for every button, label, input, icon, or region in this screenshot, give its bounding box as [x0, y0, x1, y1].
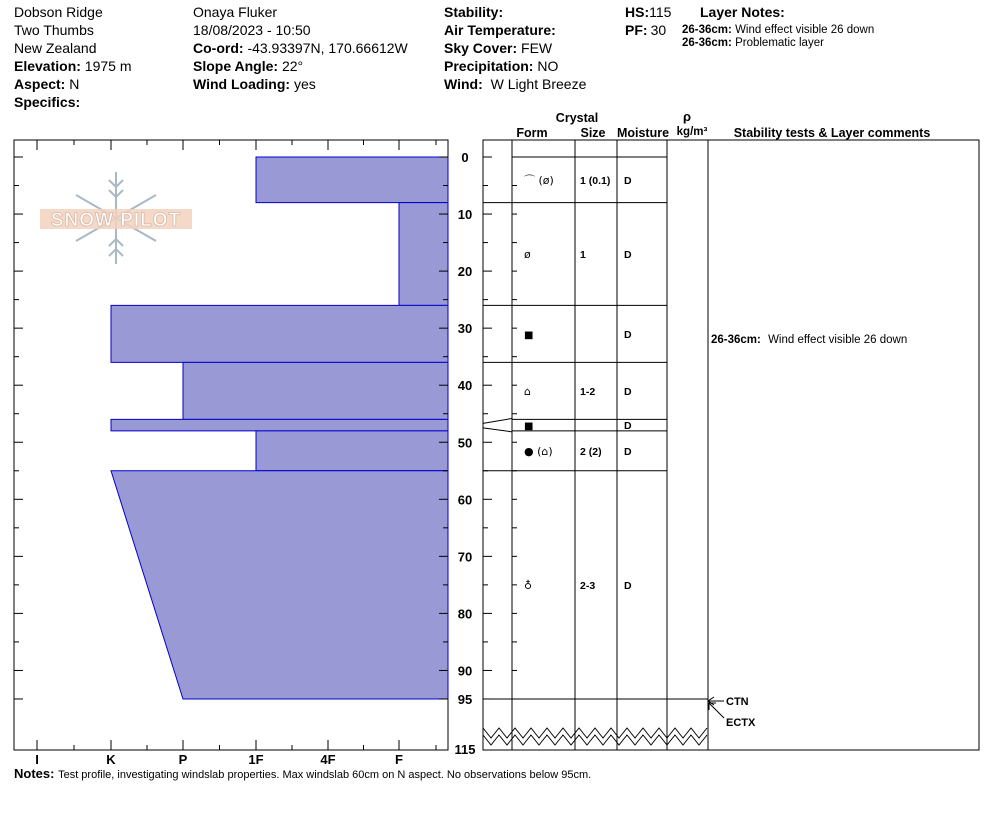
crystal-size: 1 — [580, 248, 586, 261]
location-line-1: Dobson Ridge — [14, 4, 103, 20]
pf-label: PF: — [625, 22, 648, 38]
layer-connector — [483, 428, 512, 432]
x-tick-label: I — [35, 752, 39, 767]
snowpilot-logo — [40, 172, 192, 264]
test-ctn-label: CTN — [726, 696, 749, 708]
moisture-value: D — [624, 174, 632, 187]
layer-comment-range: 26-36cm: — [711, 334, 761, 346]
aspect-value: N — [69, 76, 80, 92]
hardness-bars — [111, 157, 448, 699]
density-unit-header: kg/m³ — [676, 126, 708, 138]
depth-tick-label: 30 — [457, 321, 473, 337]
depth-tick-label: 70 — [457, 549, 473, 565]
crystal-header: Crystal — [555, 111, 599, 125]
surface-hoar-with-faceted-icon: ⌒ (ø) — [524, 173, 554, 187]
moisture-value: D — [624, 420, 632, 433]
stability-frame — [708, 140, 979, 750]
layer-table — [483, 140, 708, 750]
slope-label: Slope Angle: — [193, 58, 279, 74]
x-tick-label: F — [395, 752, 403, 767]
ice-crust-icon: ■ — [524, 421, 534, 433]
logo-text: SNOW PILOT — [50, 210, 182, 231]
depth-hoar-icon: ⌂ — [524, 384, 531, 398]
notes-text: Test profile, investigating windslab properties. Max windslab 60cm on N aspect. No observations below 95cm. — [58, 769, 592, 781]
form-header: Form — [516, 126, 548, 140]
moisture-value: D — [624, 328, 632, 341]
layer-connector — [483, 418, 512, 423]
air-temperature-label: Air Temperature: — [444, 22, 556, 38]
hardness-bar — [111, 419, 448, 430]
depth-tick-label: 50 — [457, 435, 473, 451]
layer-comment-text: Wind effect visible 26 down — [768, 334, 908, 346]
depth-tick-label: 0 — [461, 150, 469, 165]
ice-crust-icon: ■ — [524, 329, 534, 341]
wind-loading-label: Wind Loading: — [193, 76, 291, 92]
precipitation-label: Precipitation: — [444, 58, 534, 74]
notes-label: Notes: — [14, 766, 55, 781]
size-header: Size — [580, 126, 606, 140]
hardness-bar — [111, 471, 448, 699]
x-tick-label: P — [178, 752, 188, 767]
hardness-bar — [399, 203, 448, 306]
layer-note-text: Problematic layer — [735, 37, 824, 49]
precipitation-value: NO — [537, 58, 559, 74]
hardness-bar — [256, 431, 448, 471]
rho-header: ρ — [682, 109, 692, 124]
elevation-label: Elevation: — [14, 58, 81, 74]
layer-note-range: 26-36cm: — [682, 24, 732, 36]
melt-forms-icon: ♁ — [524, 578, 533, 592]
observation-datetime: 18/08/2023 - 10:50 — [193, 22, 311, 38]
aspect-label: Aspect: — [14, 76, 66, 92]
depth-tick-label: 40 — [457, 378, 473, 394]
crystal-size: 2 (2) — [580, 445, 602, 458]
depth-tick-label: 60 — [457, 492, 473, 508]
specifics-label: Specifics: — [14, 94, 81, 110]
observer-name: Onaya Fluker — [193, 4, 278, 20]
moisture-value: D — [624, 445, 632, 458]
sky-cover-value: FEW — [521, 40, 553, 56]
depth-tick-label: 95 — [457, 691, 473, 707]
stability-label: Stability: — [444, 4, 504, 20]
hardness-bar — [256, 157, 448, 203]
hardness-bar — [183, 362, 448, 419]
stability-tests-header: Stability tests & Layer comments — [733, 126, 931, 140]
depth-break-line — [483, 735, 707, 745]
depth-tick-label: 115 — [454, 742, 476, 757]
pf-value: 30 — [650, 22, 667, 38]
moisture-value: D — [624, 579, 632, 592]
hardness-bar — [111, 305, 448, 362]
rounded-with-depth-hoar-icon: ● (⌂) — [524, 444, 553, 458]
x-tick-label: 4F — [320, 752, 336, 767]
slope-value: 22° — [281, 58, 304, 74]
depth-tick-label: 90 — [457, 663, 473, 679]
elevation-value: 1975 m — [84, 58, 132, 74]
depth-tick-label: 20 — [457, 264, 473, 280]
layer-notes-title: Layer Notes: — [700, 4, 785, 20]
depth-tick-label: 80 — [457, 606, 473, 622]
crystal-size: 1 (0.1) — [580, 174, 611, 187]
moisture-header: Moisture — [616, 126, 670, 140]
layer-note-text: Wind effect visible 26 down — [735, 24, 875, 36]
crystal-size: 1-2 — [580, 385, 596, 398]
hs-value: 115 — [649, 4, 672, 20]
location-line-2: Two Thumbs — [14, 22, 94, 38]
moisture-value: D — [624, 248, 632, 261]
coord-label: Co-ord: — [193, 40, 244, 56]
crystal-size: 2-3 — [580, 579, 596, 592]
hs-label: HS: — [625, 4, 650, 20]
moisture-value: D — [624, 385, 632, 398]
decomposing-fragments-icon: ø — [524, 247, 531, 261]
wind-loading-value: yes — [293, 76, 316, 92]
x-tick-label: K — [106, 752, 116, 767]
test-ectx-arrow-icon — [709, 703, 724, 718]
sky-cover-label: Sky Cover: — [444, 40, 518, 56]
wind-label: Wind: — [444, 76, 483, 92]
depth-tick-label: 10 — [457, 207, 473, 223]
location-line-3: New Zealand — [14, 40, 97, 56]
coord-value: -43.93397N, 170.66612W — [247, 40, 408, 56]
stability-tests — [708, 696, 756, 729]
test-ectx-label: ECTX — [726, 717, 756, 729]
wind-value: W Light Breeze — [490, 76, 587, 92]
layer-note-range: 26-36cm: — [682, 37, 732, 49]
layer-comment — [711, 334, 907, 346]
x-tick-label: 1F — [248, 752, 264, 767]
notes-row — [14, 766, 591, 781]
